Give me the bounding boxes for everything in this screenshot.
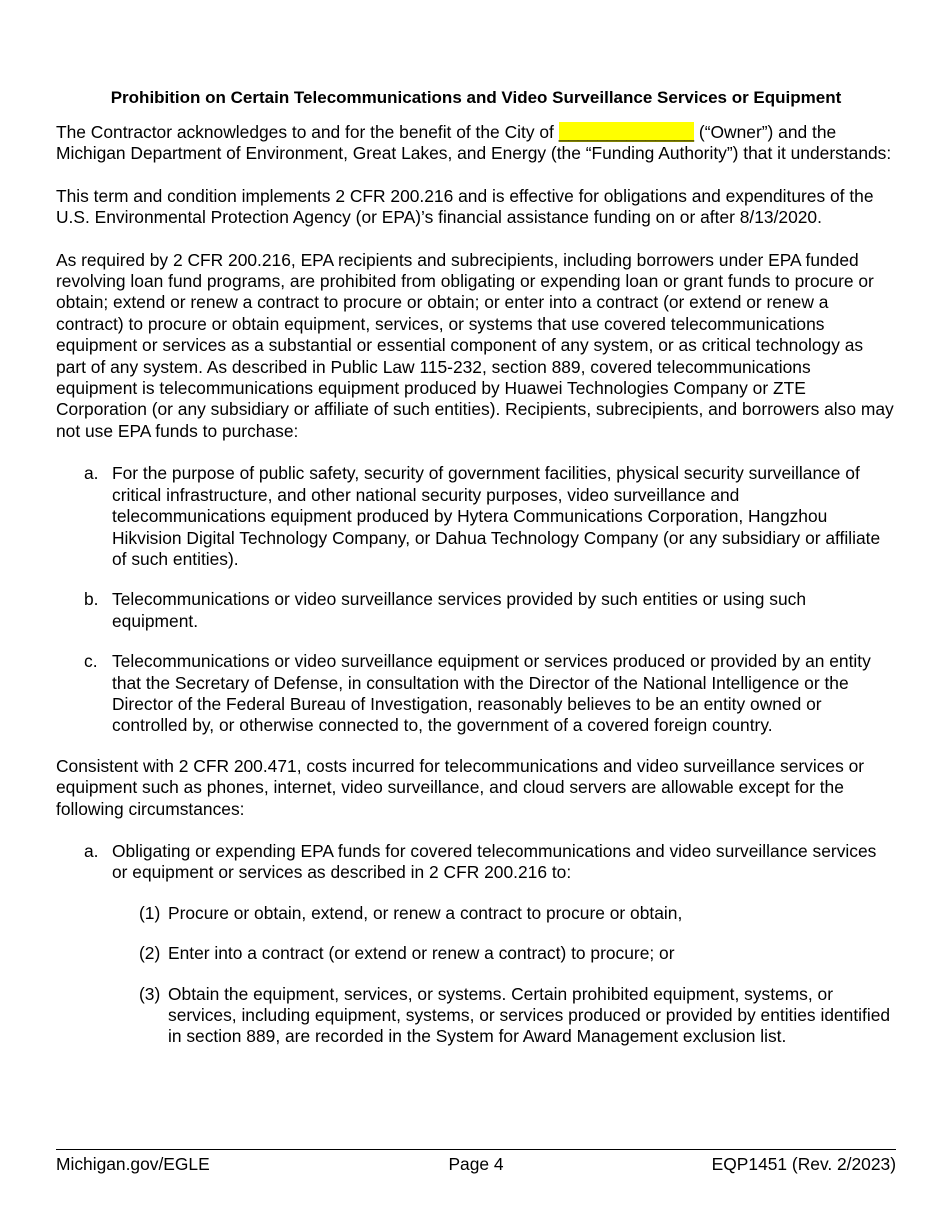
list-item-text: For the purpose of public safety, security of government facilities, physical security surveillance of critical infrastructure, and other national security purposes, video surveillance and telecommunications equipment produced by Hytera Communications Corporation, Hangzhou Hikvision Digital Technology Company, or Dahua Technology Company (or any subsidiary or affiliate of such entities).	[112, 463, 881, 569]
paragraph-allowable-costs: Consistent with 2 CFR 200.471, costs incurred for telecommunications and video surveillance services or equipment such as phones, internet, video surveillance, and cloud servers are allowable except for the following circumstances:	[56, 755, 865, 819]
list-item	[56, 841, 896, 884]
list-marker: a.	[84, 840, 99, 861]
page-footer	[56, 1149, 896, 1178]
sub-list-item	[56, 903, 896, 924]
prohibited-purchases-list	[56, 463, 896, 736]
list-item	[56, 589, 896, 632]
page-title: Prohibition on Certain Telecommunications and Video Surveillance Services or Equipment	[110, 88, 842, 107]
sub-list-item	[56, 943, 896, 964]
intro-paragraph	[56, 122, 896, 165]
paragraph-effective: This term and condition implements 2 CFR 200.216 and is effective for obligations and expenditures of the U.S. Environmental Protection Agency (or EPA)’s financial assistance funding on or after 8/13/2020.	[56, 185, 874, 228]
list-item	[56, 463, 896, 570]
circumstances-list	[56, 841, 896, 1048]
list-marker: c.	[84, 651, 98, 672]
list-item-text: Obligating or expending EPA funds for covered telecommunications and video surveillance services or equipment or services as described in 2 CFR 200.216 to:	[112, 840, 877, 883]
sub-list-item	[56, 984, 896, 1048]
list-item	[56, 651, 896, 737]
list-marker: b.	[84, 589, 99, 610]
sub-list-item-text: Enter into a contract (or extend or renew a contract) to procure; or	[168, 943, 675, 964]
footer-form-number: EQP1451 (Rev. 2/2023)	[711, 1154, 896, 1174]
sub-list-item-text: Obtain the equipment, services, or systems. Certain prohibited equipment, systems, or services, including equipment, systems, or services produced or provided by entities identified in section 889, are recorded in the System for Award Management exclusion list.	[168, 983, 891, 1047]
sub-list-item-text: Procure or obtain, extend, or renew a contract to procure or obtain,	[168, 902, 683, 923]
list-item-text: Telecommunications or video surveillance equipment or services produced or provided by an entity that the Secretary of Defense, in consultation with the Director of the National Intelligence or the Director of the Federal Bureau of Investigation, reasonably believes to be an entity owned or controlled by, or otherwise connected to, the government of a covered foreign country.	[112, 651, 871, 736]
sub-list-marker: (1)	[139, 902, 161, 923]
intro-text-after: (“Owner”) and the Michigan Department of Environment, Great Lakes, and Energy (the “Funding Authority”) that it understands:	[56, 122, 892, 164]
footer-page-number: Page 4	[448, 1154, 504, 1174]
list-marker: a.	[84, 463, 99, 484]
intro-text-before: The Contractor acknowledges to and for the benefit of the City of	[56, 122, 559, 142]
sub-list-marker: (2)	[139, 943, 161, 964]
owner-name-blank[interactable]: ______________	[558, 122, 695, 142]
document-page	[56, 87, 896, 1067]
sub-list-marker: (3)	[139, 983, 161, 1004]
footer-website: Michigan.gov/EGLE	[56, 1154, 210, 1174]
list-item-text: Telecommunications or video surveillance services provided by such entities or using such equipment.	[112, 589, 807, 631]
paragraph-requirements: As required by 2 CFR 200.216, EPA recipients and subrecipients, including borrowers under EPA funded revolving loan fund programs, are prohibited from obligating or expending loan or grant funds to procure or obtain; extend or renew a contract to procure or obtain; or enter into a contract (or extend or renew a contract) to procure or obtain equipment, services, or systems that use covered telecommunications equipment or services as a substantial or essential component of any system, or as critical technology as part of any system. As described in Public Law 115-232, section 889, covered telecommunications equipment is telecommunications equipment produced by Huawei Technologies Company or ZTE Corporation (or any subsidiary or affiliate of such entities). Recipients, subrecipients, and borrowers also may not use EPA funds to purchase:	[56, 249, 894, 441]
